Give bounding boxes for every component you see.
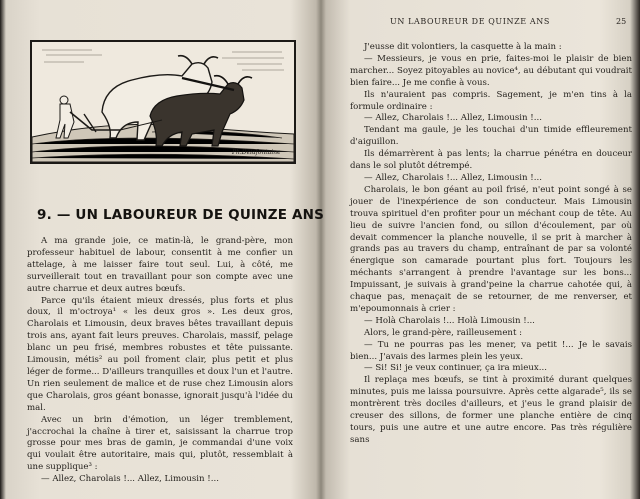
paragraph: J'eusse dit volontiers, la casquette à la main : (364, 42, 562, 52)
paragraph: Il replaça mes bœufs, se tint à proximité durant quelques minutes, puis me laissa poursuivre. Après cette algarade⁵, ils se montrèrent très dociles d'ailleurs, et j'eus le grand plaisir de creuser des sillons, de former une planche entière de cinq tours, puis une autre et une autre encore. Pas très régulière sans (350, 375, 632, 445)
paragraph: — Allez, Charolais !... Allez, Limousin !... (364, 113, 542, 124)
right-body-text (350, 42, 632, 447)
illustration-signature: Ph.Delafontaine (232, 149, 281, 156)
paragraph: — Tu ne pourras pas les mener, va petit !... Je le savais bien... J'avais des larmes plein les yeux. (350, 339, 632, 362)
page-number: 25 (616, 17, 627, 26)
paragraph: Ils démarrèrent à pas lents; la charrue pénétra en douceur dans le sol plutôt détrempé. (350, 149, 632, 172)
paragraph: — Allez, Charolais !... Allez, Limousin !... (41, 474, 219, 485)
oxen-plow-drawing (32, 42, 294, 162)
left-body-text (27, 236, 293, 486)
paragraph: — Messieurs, je vous en prie, faites-moi le plaisir de bien marcher... Soyez pitoyables au novice⁴, au débutant qui voudrait bien faire... Je me confie à vous. (350, 53, 632, 88)
paragraph: Parce qu'ils étaient mieux dressés, plus forts et plus doux, il m'octroya¹ « les deux gros ». Les deux gros, Charolais et Limousin, deux braves bêtes travaillant depuis trois ans, ayant fait leurs preuves. Charolais, massif, pelage blanc un peu frisé, membres robustes et tête puissante. Limousin, métis² au poil froment clair, plus petit et plus léger de forme... D'ailleurs tranquilles et doux l'un et l'autre. Un rien seulement de malice et de ruse chez Limousin alors que Charolais, gros géant bonasse, ignorait jusqu'à l'idée du mal. (27, 295, 293, 413)
paragraph: Avec un brin d'émotion, un léger tremblement, j'accrochai la chaîne à tirer et, saisissant la charrue trop grosse pour mes bras de gamin, je commandai d'une voix qui voulait être autoritaire, mais qui, plutôt, ressemblait à une supplique³ : (27, 414, 293, 473)
paragraph: Ils n'auraient pas compris. Sagement, je m'en tins à la formule ordinaire : (350, 89, 632, 112)
chapter-title: 9. — UN LABOUREUR DE QUINZE ANS (37, 207, 325, 223)
paragraph: Charolais, le bon géant au poil frisé, n'eut point songé à se jouer de l'inexpérience de son conducteur. Mais Limousin trouva spirituel d'en profiter pour un méchant coup de tête. Au lieu de suivre l'ancien fond, ou sillon d'écoulement, par où devait commencer la planche nouvelle, il se prit à marcher à grands pas au travers du champ, entraînant de par sa volonté énergique son camarade pourtant plus fort. Toujours les méchants s'arrangent à prendre l'avantage sur les bons... Impuissant, je suivais à grand'peine la charrue cahotée qui, à chaque pas, menaçait de se retourner, de me renverser, et m'epoumonnais à crier : (350, 184, 632, 314)
paragraph: — Allez, Charolais !... Allez, Limousin !... (364, 172, 542, 183)
right-page (320, 0, 640, 499)
paragraph: Tendant ma gaule, je les touchai d'un timide effleurement d'aiguillon. (350, 125, 632, 148)
running-head: UN LABOUREUR DE QUINZE ANS (390, 17, 550, 26)
paragraph: A ma grande joie, ce matin-là, le grand-père, mon professeur habituel de labour, consentit à me confier un attelage, à me laisser faire tout seul. Lui, à côté, me surveillerait tout en travaillant pour son compte avec une autre charrue et deux autres bœufs. (27, 236, 293, 294)
paragraph: — Holà Charolais !... Holà Limousin !... (364, 315, 535, 326)
plowing-illustration (30, 40, 296, 164)
paragraph: — Si! Si! je veux continuer, ça ira mieux... (364, 363, 547, 374)
paragraph: Alors, le grand-père, railleusement : (364, 327, 523, 338)
